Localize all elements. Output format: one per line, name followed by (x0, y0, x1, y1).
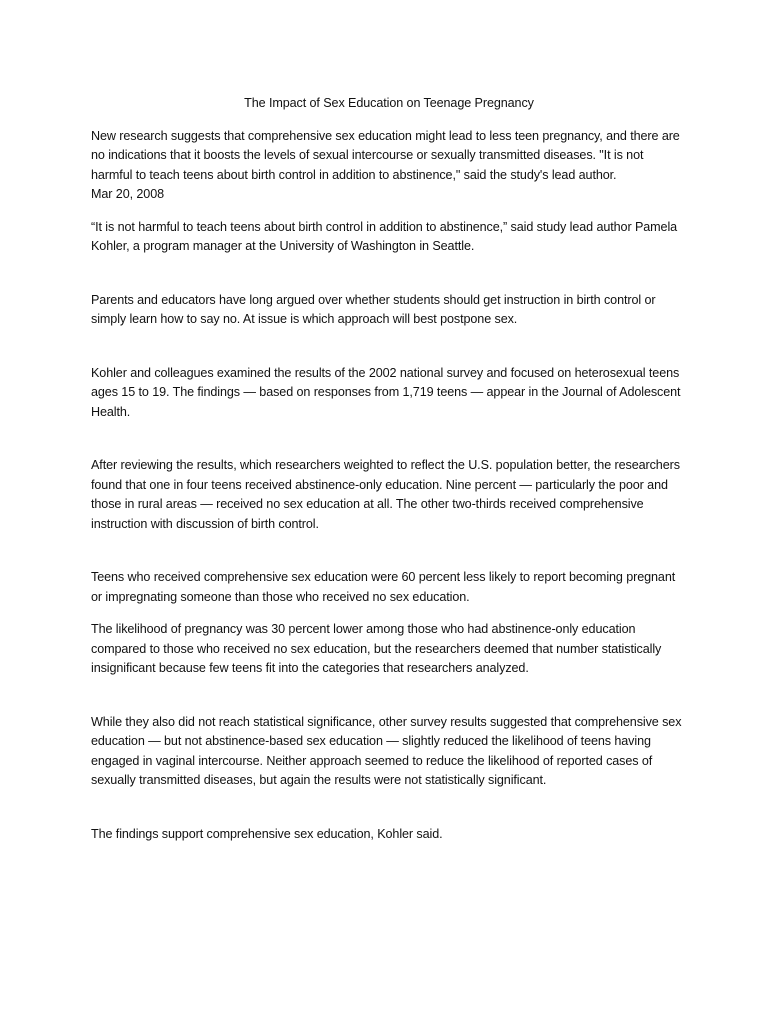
paragraph-conclusion: The findings support comprehensive sex education, Kohler said. (91, 826, 443, 841)
document-body (91, 94, 687, 844)
paragraph-debate: Parents and educators have long argued over whether students should get instruction in birth control or simply learn how to say no. At issue is which approach will best postpone sex. (91, 292, 656, 326)
paragraph-quote: “It is not harmful to teach teens about birth control in addition to abstinence,” said study lead author Pamela Kohler, a program manager at the University of Washington in Seattle. (91, 219, 678, 253)
paragraph-abstinence: The likelihood of pregnancy was 30 percent lower among those who had abstinence-only education compared to those who received no sex education, but the researchers deemed that number statistically insignificant because few teens fit into the categories that researchers analyzed. (91, 622, 662, 675)
paragraph-comprehensive: Teens who received comprehensive sex education were 60 percent less likely to report becoming pregnant or impregnating someone than those who received no sex education. (91, 570, 676, 604)
paragraph-survey: Kohler and colleagues examined the results of the 2002 national survey and focused on heterosexual teens ages 15 to 19. The findings — based on responses from 1,719 teens — appear in the Journal of Adolescent Health. (91, 365, 681, 419)
paragraph-results: After reviewing the results, which researchers weighted to reflect the U.S. population better, the researchers found that one in four teens received abstinence-only education. Nine percent — particularly the poor and those in rural areas — received no sex education at all. The other two-thirds received comprehensive instruction with discussion of birth control. (91, 458, 680, 531)
document-title: The Impact of Sex Education on Teenage Pregnancy (244, 96, 534, 110)
paragraph-intro: New research suggests that comprehensive sex education might lead to less teen pregnancy, and there are no indications that it boosts the levels of sexual intercourse or sexually transmitted diseases. "It is not harmful to teach teens about birth control in addition to abstinence," said the study's lead author. (91, 128, 680, 182)
paragraph-significance: While they also did not reach statistical significance, other survey results suggested that comprehensive sex education — but not abstinence-based sex education — slightly reduced the likelihood of teens having engaged in vaginal intercourse. Neither approach seemed to reduce the likelihood of reported cases of sexually transmitted diseases, but again the results were not statistically significant. (91, 714, 682, 787)
paragraph-date: Mar 20, 2008 (91, 187, 165, 201)
